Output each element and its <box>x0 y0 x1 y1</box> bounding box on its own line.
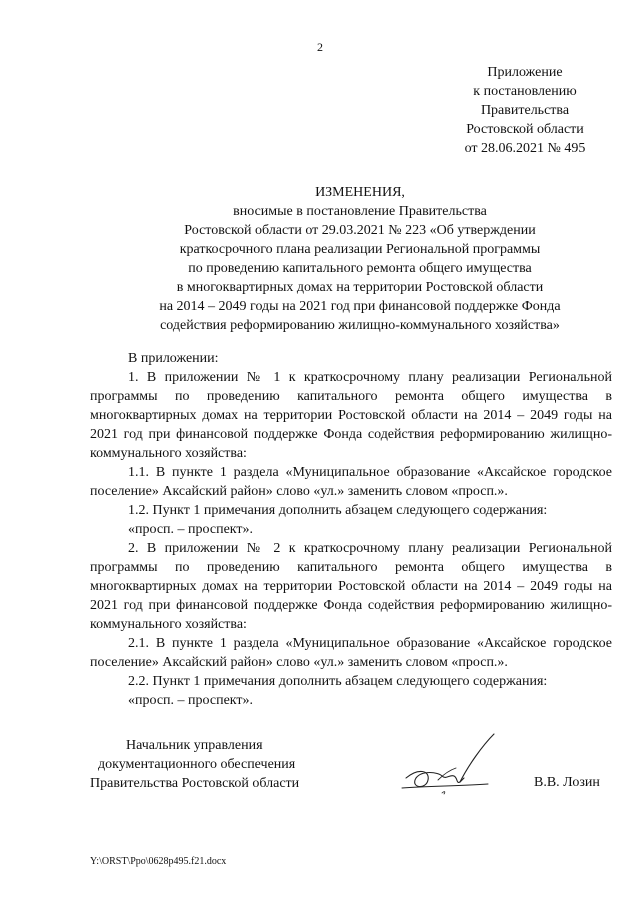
signer-position-line: Начальник управления <box>126 738 263 753</box>
heading-line: Ростовской области от 29.03.2021 № 223 «Об утверждении <box>184 223 536 238</box>
heading-line: вносимые в постановление Правительства <box>233 204 487 219</box>
paragraph-2-2: 2.2. Пункт 1 примечания дополнить абзацем следующего содержания: <box>128 674 548 689</box>
paragraph-1-2: 1.2. Пункт 1 примечания дополнить абзацем следующего содержания: <box>128 503 548 518</box>
appendix-header <box>440 63 610 158</box>
heading-line: по проведению капитального ремонта общего имущества <box>188 261 532 276</box>
signer-name: В.В. Лозин <box>534 775 600 790</box>
appendix-line: Правительства <box>480 103 570 118</box>
paragraph-2-1: 2.1. В пункте 1 раздела «Муниципальное образование «Аксайское городское поселение» Аксайский район» слово «ул.» заменить словом «просп.». <box>90 636 612 670</box>
paragraph-2: 2. В приложении № 2 к краткосрочному плану реализации Региональной программы по проведению капитального ремонта общего имущества в многоквартирных домах на территории Ростовской области на 2014 – 2049 годы на 2021 год при финансовой поддержке Фонда содействия реформированию жилищно-коммунального хозяйства: <box>90 541 612 632</box>
heading-line: в многоквартирных домах на территории Ростовской области <box>176 280 544 295</box>
paragraph-1-1: 1.1. В пункте 1 раздела «Муниципальное образование «Аксайское городское поселение» Аксайский район» слово «ул.» заменить словом «просп.». <box>90 465 612 499</box>
appendix-line: Ростовской области <box>466 122 584 137</box>
body-intro: В приложении: <box>128 351 219 366</box>
handwritten-signature <box>398 730 498 800</box>
signer-position-line: Правительства Ростовской области <box>90 776 300 791</box>
paragraph-2-2-quote: «просп. – проспект». <box>128 693 254 708</box>
signer-position-line: документационного обеспечения <box>98 757 296 772</box>
heading-title: ИЗМЕНЕНИЯ, <box>315 185 405 200</box>
appendix-line: Приложение <box>487 65 563 80</box>
appendix-line: к постановлению <box>473 84 577 99</box>
appendix-line: от 28.06.2021 № 495 <box>464 141 586 156</box>
heading-line: краткосрочного плана реализации Региональной программы <box>179 242 541 257</box>
file-path-footer: Y:\ORST\Ppo\0628p495.f21.docx <box>90 856 227 867</box>
heading-line: на 2014 – 2049 годы на 2021 год при финансовой поддержке Фонда <box>159 299 561 314</box>
signer-block <box>90 736 299 793</box>
page-number: 2 <box>317 40 323 54</box>
heading-line: содействия реформированию жилищно-коммунального хозяйства» <box>160 318 560 333</box>
paragraph-1: 1. В приложении № 1 к краткосрочному плану реализации Региональной программы по проведению капитального ремонта общего имущества в многоквартирных домах на территории Ростовской области на 2014 – 2049 годы на 2021 год при финансовой поддержке Фонда содействия реформированию жилищно-коммунального хозяйства: <box>90 370 612 461</box>
paragraph-1-2-quote: «просп. – проспект». <box>128 522 254 537</box>
document-heading <box>88 183 632 335</box>
document-body <box>90 349 612 710</box>
